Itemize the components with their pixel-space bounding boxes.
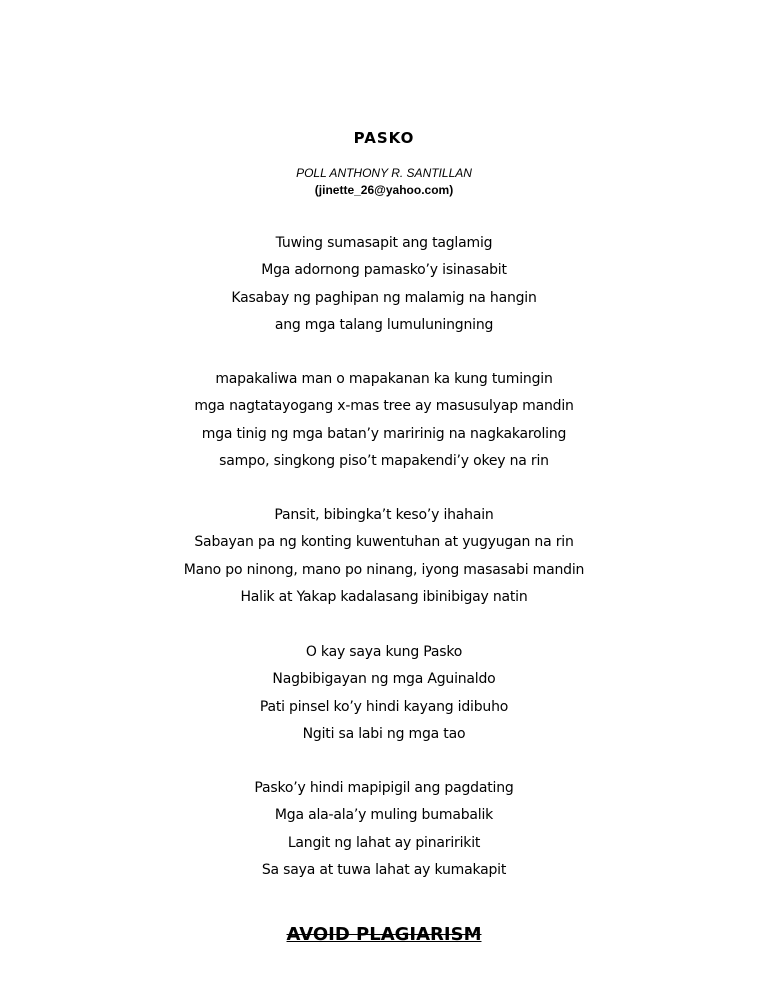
poem-line: Mga adornong pamasko’y isinasabit — [261, 262, 507, 279]
stanza-1 — [0, 230, 768, 339]
poem-line: Langit ng lahat ay pinaririkit — [287, 834, 481, 851]
poem-line: Kasabay ng paghipan ng malamig na hangin — [231, 289, 537, 306]
stanza-2 — [0, 366, 768, 475]
poem-line: Mano po ninong, mano po ninang, iyong masasabi mandin — [183, 561, 585, 578]
poem-line: Sa saya at tuwa lahat ay kumakapit — [261, 861, 507, 878]
poem-title: PASKO — [353, 129, 415, 147]
poem-line: Nagbibigayan ng mga Aguinaldo — [272, 671, 496, 688]
poem-line: Tuwing sumasapit ang taglamig — [275, 235, 493, 251]
stanza-5 — [0, 775, 768, 884]
avoid-plagiarism-notice: AVOID PLAGIARISM — [286, 924, 482, 945]
poem-line: mapakaliwa man o mapakanan ka kung tumingin — [215, 371, 553, 387]
poem-line: Pansit, bibingka’t keso’y ihahain — [274, 507, 494, 523]
poem-line: Pasko’y hindi mapipigil ang pagdating — [254, 780, 514, 796]
poem-line: Mga ala-ala’y muling bumabalik — [274, 807, 494, 824]
poem-line: Pati pinsel ko’y hindi kayang idibuho — [259, 698, 509, 715]
poem-line: Halik at Yakap kadalasang ibinibigay natin — [240, 588, 528, 605]
poem-line: ang mga talang lumuluningning — [274, 316, 494, 333]
author-email: (jinette_26@yahoo.com) — [314, 183, 454, 197]
poem-line: mga nagtatayogang x-mas tree ay masusulyap mandin — [194, 398, 574, 415]
poem-line: Sabayan pa ng konting kuwentuhan at yugyugan na rin — [194, 534, 574, 551]
author-name: POLL ANTHONY R. SANTILLAN — [296, 166, 472, 180]
poem-line: O kay saya kung Pasko — [305, 644, 463, 660]
poem-line: mga tinig ng mga batan’y maririnig na nagkakaroling — [201, 425, 567, 442]
poem-line: sampo, singkong piso’t mapakendi’y okey na rin — [219, 452, 549, 469]
poem-line: Ngiti sa labi ng mga tao — [302, 725, 466, 742]
stanza-4 — [0, 639, 768, 748]
stanza-3 — [0, 502, 768, 611]
